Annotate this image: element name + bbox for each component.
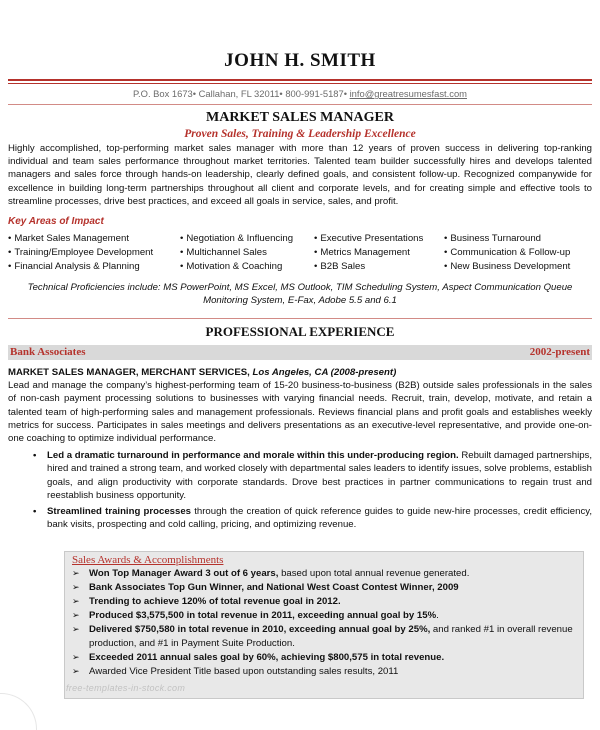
skill-item: • Executive Presentations [314, 232, 444, 246]
award-bold: Delivered $750,580 in total revenue in 2010, exceeding annual goal by 25%, [89, 624, 431, 636]
job-title: MARKET SALES MANAGER, MERCHANT SERVICES, [8, 367, 250, 378]
award-text: based upon total annual revenue generated. [278, 568, 470, 580]
award-item [89, 595, 577, 608]
skill-item: • Training/Employee Development [8, 246, 180, 260]
award-item [89, 581, 577, 594]
award-item [89, 651, 577, 664]
company-bar [8, 345, 592, 360]
award-bold: Exceeded 2011 annual sales goal by 60%, achieving $800,575 in total revenue. [89, 651, 445, 663]
awards-list [65, 567, 583, 678]
award-item [89, 609, 577, 622]
key-areas-heading: Key Areas of Impact [8, 216, 104, 227]
award-bold: Produced $3,575,500 in total revenue in 2011, exceeding annual goal by 15% [89, 610, 437, 622]
job-title-line [8, 366, 592, 379]
award-item [89, 665, 577, 678]
company-name: Bank Associates [10, 345, 86, 358]
awards-box [64, 551, 584, 699]
candidate-name: JOHN H. SMITH [224, 50, 376, 71]
section-rule [8, 318, 592, 319]
award-bold: Won Top Manager Award 3 out of 6 years, [89, 568, 279, 580]
skill-item: • Market Sales Management [8, 232, 180, 246]
skills-column-1 [8, 232, 180, 275]
technical-proficiencies: Technical Proficiencies include: MS PowerPoint, MS Excel, MS Outlook, TIM Scheduling System, Aspect Communication Queue Monitoring System, E-Fax, Adobe 5.5 and 6.1 [27, 282, 573, 307]
skill-item: • Business Turnaround [444, 232, 592, 246]
skill-item: • Motivation & Coaching [180, 260, 314, 274]
corner-decoration [0, 693, 37, 730]
skill-item: • Metrics Management [314, 246, 444, 260]
awards-heading: Sales Awards & Accomplishments [72, 554, 224, 566]
skill-item: • Negotiation & Influencing [180, 232, 314, 246]
award-text: Awarded Vice President Title based upon outstanding sales results, 2011 [89, 665, 399, 677]
achievement-bold: Led a dramatic turnaround in performance and morale within this under-producing region. [47, 450, 459, 462]
employment-dates: 2002-present [529, 345, 590, 358]
skills-column-3 [314, 232, 444, 275]
key-areas-list [8, 232, 592, 275]
achievement-text: through the creation of quick reference guides to guide new-hire processes, credit efficiency, bank visits, prospecting and cold calling, pricing, and optimizing revenue. [47, 506, 593, 531]
skill-item: • B2B Sales [314, 260, 444, 274]
job-entry [8, 366, 592, 534]
resume-subtitle: Proven Sales, Training & Leadership Excellence [184, 128, 416, 140]
skill-item: • Multichannel Sales [180, 246, 314, 260]
award-bold: Bank Associates Top Gun Winner, and National West Coast Contest Winner, 2009 [89, 582, 459, 594]
skill-item: • Communication & Follow-up [444, 246, 592, 260]
award-bold: Trending to achieve 120% of total revenue goal in 2012. [89, 596, 341, 608]
achievement-item [47, 505, 592, 531]
achievement-text: Rebuilt damaged partnerships, hired and trained a strong team, and worked closely with departmental sales leaders to identify issues, solve problems, establish goals, and align productivity with corporate standards. Drove best practices in partner communications to regain trust and reestablish business opportunity. [47, 450, 592, 501]
achievement-item [47, 449, 592, 502]
header-rule-top [8, 79, 592, 81]
skill-item: • Financial Analysis & Planning [8, 260, 180, 274]
header-rule-bottom [8, 83, 592, 84]
contact-rule [8, 104, 592, 105]
skills-column-2 [180, 232, 314, 275]
achievement-list [8, 449, 592, 531]
contact-line [0, 87, 600, 100]
skills-column-4 [444, 232, 592, 275]
award-item [89, 567, 577, 580]
skill-item: • New Business Development [444, 260, 592, 274]
award-text: . [436, 610, 439, 622]
watermark-text: free-templates-in-stock.com [66, 683, 186, 693]
achievement-bold: Streamlined training processes [47, 506, 192, 518]
contact-email-link[interactable]: info@greatresumesfast.com [349, 88, 467, 99]
job-description: Lead and manage the company’s highest-performing team of 15-20 business-to-business (B2B) outside sales professionals in the sales of non-cash payment processing solutions to businesses with varying financial needs. Recruit, train, develop, motivate, and retain a talented team of high-performing sales and management professionals. Reviews financial plans and profit goals and establishes weekly metrics for success. Participates in sales meetings and delivers presentations as an executive-level representative, and provide one-on-one coaching to optimize individual performance. [8, 380, 592, 445]
award-text: and ranked #1 in overall revenue production, and #1 in Payment Suite Production. [89, 624, 573, 649]
job-location: Los Angeles, CA (2008-present) [249, 367, 397, 378]
experience-heading: PROFESSIONAL EXPERIENCE [205, 324, 395, 339]
summary-paragraph: Highly accomplished, top-performing market sales manager with more than 12 years of proven success in delivering top-ranking individual and team sales performance throughout market territories. Talented team builder successfully hires and develops talented managers and sales force through hands-on leadership, clearly defined goals, and consistent follow-up. Recognized companywide for excellence in building long-term partnerships throughout all client and corporate levels, and for creating simple and effective tools to streamline processes, drive best practices, and exceed all goals in service, sales, and profit. [8, 143, 592, 207]
award-item [89, 623, 577, 650]
resume-title: MARKET SALES MANAGER [206, 110, 394, 125]
contact-address: P.O. Box 1673• Callahan, FL 32011• 800-991-5187• [133, 88, 350, 99]
